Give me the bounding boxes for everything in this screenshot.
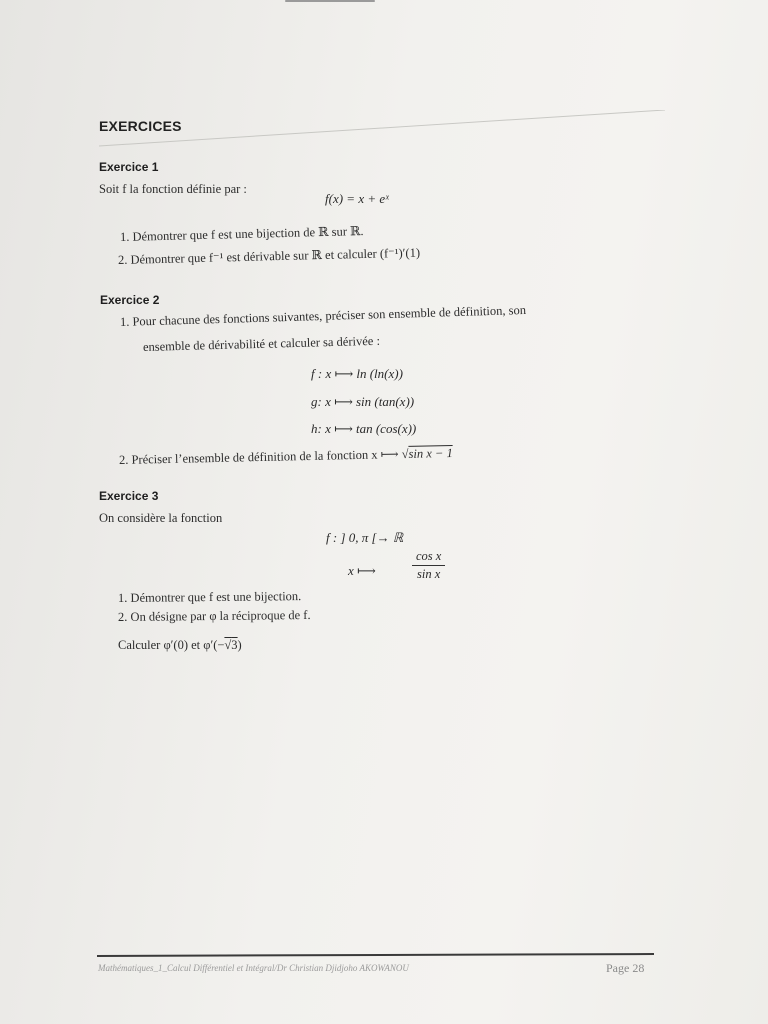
exercise-3-title: Exercice 3 [99, 489, 159, 503]
exercise-2-item-2 [119, 445, 453, 468]
exercise-3-calc [118, 638, 242, 653]
calc-radicand: √3 [224, 638, 238, 652]
calc-text: Calculer φ′(0) et φ′(− [118, 638, 225, 652]
exercise-1-title: Exercice 1 [99, 160, 159, 174]
exercise-3-mapping: f : ] 0, π [→ ℝ [326, 530, 404, 545]
exercise-3-item-1: 1. Démontrer que f est une bijection. [117, 589, 302, 605]
exercise-1-formula: f(x) = x + eˣ [325, 191, 389, 206]
exercise-3-fraction [412, 549, 445, 582]
footer-course-title: Mathématiques_1_Calcul Différentiel et Intégral/Dr Christian Djidjoho AKOWANOU [98, 963, 409, 973]
exercise-2-item-2-text: 2. Préciser l’ensemble de définition de la fonction x ⟼ √ [118, 446, 409, 467]
top-edge-mark [285, 0, 375, 2]
footer-divider [97, 953, 654, 957]
exercise-2-item-1-line-2: ensemble de dérivabilité et calculer sa dérivée : [142, 333, 381, 354]
heading-divider [99, 110, 665, 150]
exercise-1-item-2: 2. Démontrer que f⁻¹ est dérivable sur ℝ et calculer (f⁻¹)′(1) [117, 245, 421, 267]
section-heading: EXERCICES [99, 118, 182, 134]
function-f: f : x ⟼ ln (ln(x)) [311, 366, 403, 381]
exercise-3-x-maps: x ⟼ [348, 563, 376, 578]
function-h: h: x ⟼ tan (cos(x)) [311, 421, 417, 436]
calc-end: ) [237, 638, 242, 652]
exercise-1-intro: Soit f la fonction définie par : [99, 182, 247, 196]
exercise-3-intro: On considère la fonction [99, 511, 223, 525]
fraction-denominator: sin x [417, 567, 441, 581]
page-number: Page 28 [606, 961, 645, 975]
fraction-numerator: cos x [412, 549, 445, 566]
exercise-2-item-1-line-1: 1. Pour chacune des fonctions suivantes, préciser son ensemble de définition, son [119, 302, 527, 329]
exercise-2-item-2-radicand: sin x − 1 [408, 446, 453, 461]
exercise-1-item-1: 1. Démontrer que f est une bijection de ℝ sur ℝ. [119, 224, 364, 244]
function-g: g: x ⟼ sin (tan(x)) [311, 394, 415, 409]
exercise-3-item-2: 2. On désigne par φ la réciproque de f. [117, 607, 311, 624]
exercise-2-title: Exercice 2 [100, 293, 160, 307]
